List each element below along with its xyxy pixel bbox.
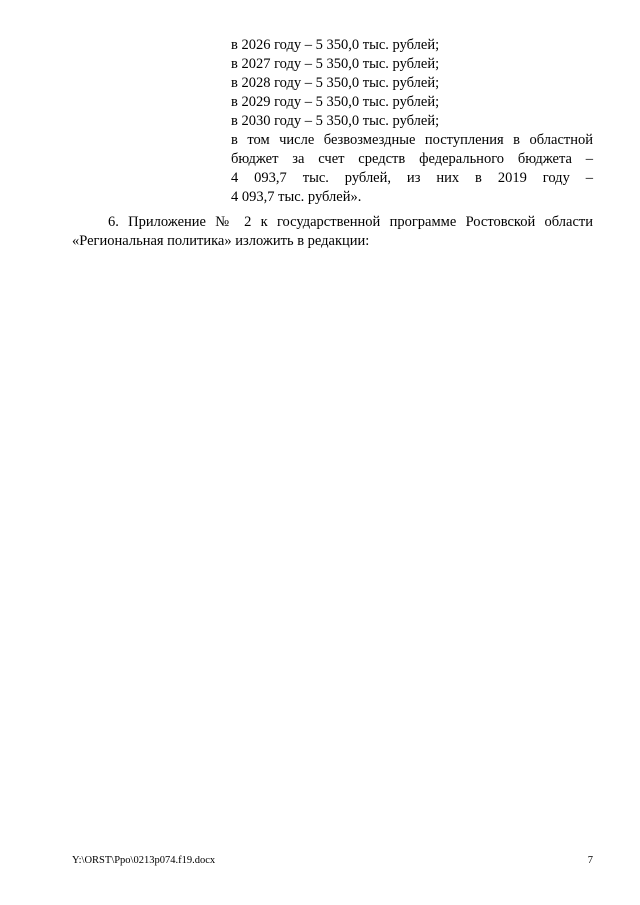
budget-line-2027: в 2027 году – 5 350,0 тыс. рублей;: [231, 56, 440, 72]
paragraph-6-line-1: 6. Приложение № 2 к государственной программе Ростовской области: [108, 214, 593, 230]
budget-line-2029: в 2029 году – 5 350,0 тыс. рублей;: [231, 94, 440, 110]
federal-line-2: бюджет за счет средств федерального бюджета –: [231, 151, 593, 167]
federal-line-3: 4 093,7 тыс. рублей, из них в 2019 году –: [231, 170, 593, 186]
budget-line-2030: в 2030 году – 5 350,0 тыс. рублей;: [231, 113, 440, 129]
federal-line-4: 4 093,7 тыс. рублей».: [231, 189, 362, 205]
paragraph-6: [72, 213, 593, 251]
file-path: Y:\ORST\Ppo\0213p074.f19.docx: [72, 855, 216, 866]
federal-line-1: в том числе безвозмездные поступления в областной: [231, 132, 593, 148]
budget-line-2028: в 2028 году – 5 350,0 тыс. рублей;: [231, 75, 440, 91]
page-number: 7: [587, 855, 593, 866]
budget-line-2026: в 2026 году – 5 350,0 тыс. рублей;: [231, 37, 440, 53]
paragraph-6-line-2: «Региональная политика» изложить в редакции:: [72, 233, 370, 249]
funding-block: [231, 36, 593, 207]
